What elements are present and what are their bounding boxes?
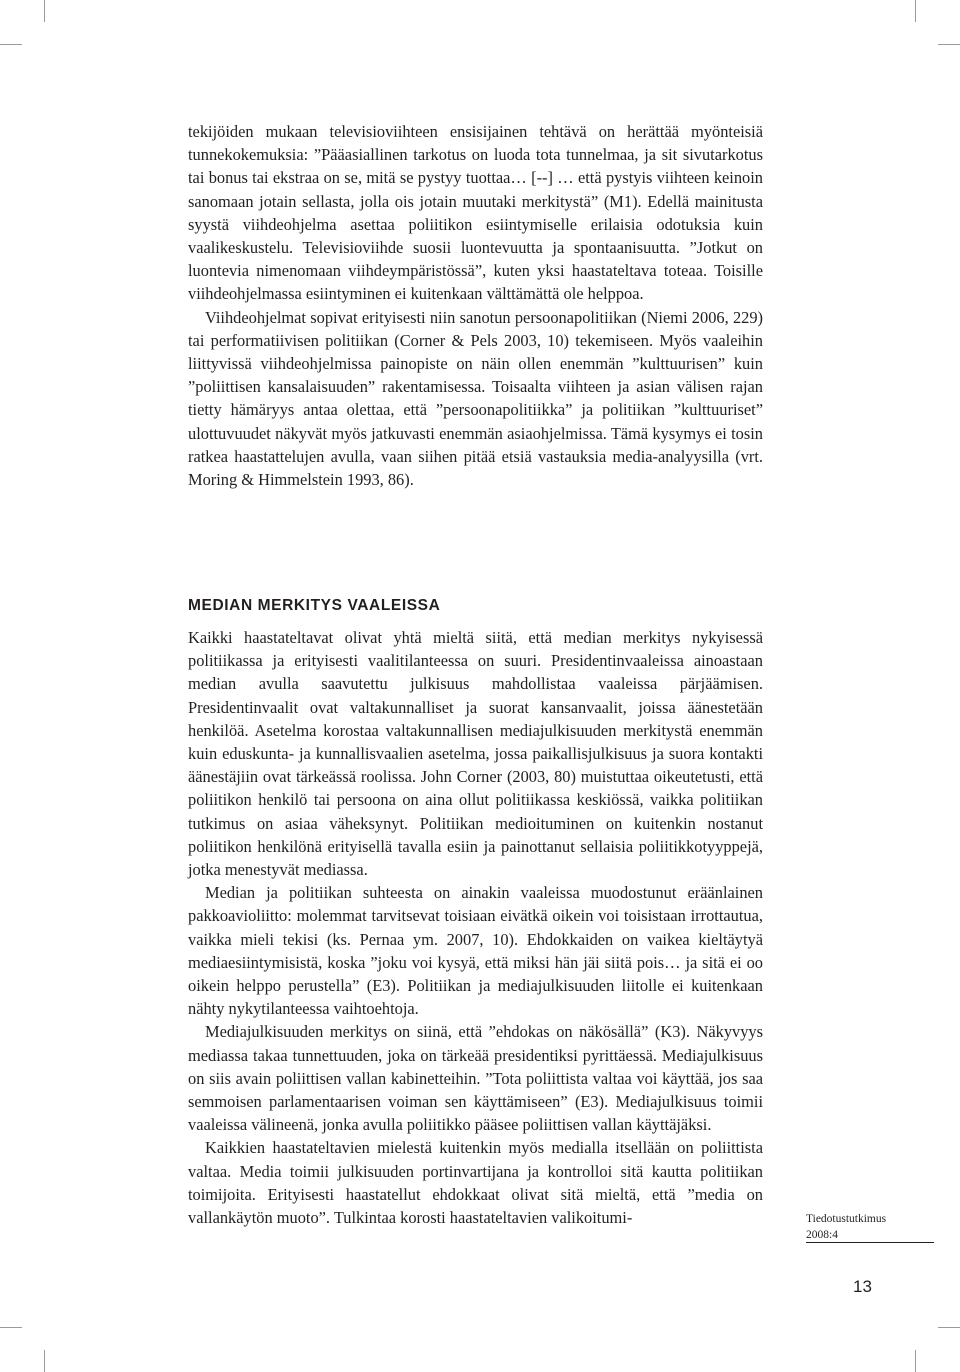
journal-issue: 2008:4 <box>806 1229 838 1241</box>
journal-divider <box>806 1242 934 1243</box>
crop-mark-bottom-right-h <box>938 1327 960 1328</box>
crop-mark-top-right-h <box>938 44 960 45</box>
paragraph: Viihdeohjelmat sopivat erityisesti niin sanotun persoonapolitiikan (Niemi 2006, 229) tai performatiivisen politiikan (Corner & Pels 2003, 10) tekemiseen. Myös vaaleihin liittyvissä viihdeohjelmissa painopiste on näin ollen enemmän ”kulttuurisen” kuin ”poliittisen kansalaisuuden” rakentamisessa. Toisaalta viihteen ja asian välisen rajan tietty hämäryys antaa olettaa, että ”persoonapolitiikka” ja politiikan ”kulttuuriset” ulottuvuudet näkyvät myös jatkuvasti enemmän asiaohjelmissa. Tämä kysymys ei tosin ratkea haastattelujen avulla, vaan siihen pitää etsiä vastauksia media-analyysilla (vrt. Moring & Himmelstein 1993, 86). <box>188 307 763 490</box>
crop-mark-top-left-h <box>0 44 22 45</box>
page-number: 13 <box>853 1277 872 1296</box>
crop-mark-bottom-left-v <box>44 1350 45 1372</box>
crop-mark-bottom-right-v <box>915 1350 916 1372</box>
crop-mark-top-right-v <box>915 0 916 22</box>
body-text-section <box>188 626 763 1229</box>
journal-tag <box>806 1211 934 1243</box>
crop-mark-top-left-v <box>44 0 45 22</box>
paragraph: Kaikki haastateltavat olivat yhtä mieltä siitä, että median merkitys nykyisessä politiikassa ja erityisesti vaalitilanteessa on suuri. Presidentinvaaleissa ainoastaan median avulla saavutettu julkisuus mahdollistaa vaaleissa pärjäämisen. Presidentinvaalit ovat valtakunnalliset ja suorat kansanvaalit, joissa äänestetään henkilöä. Asetelma korostaa valtakunnallisen mediajulkisuuden merkitystä enemmän kuin eduskunta- ja kunnallisvaalien asetelma, jossa paikallisjulkisuus ja suora kontakti äänestäjiin ovat tärkeässä roolissa. John Corner (2003, 80) muistuttaa oikeutetusti, että poliitikon henkilö tai persoona on aina ollut politiikassa keskiössä, vaikka politiikan tutkimus on asiaa väheksynyt. Politiikan medioituminen on kuitenkin nostanut poliitikon henkilönä erityisellä tavalla esiin ja painottanut sellaisia poliitikkotyyppejä, jotka menestyvät mediassa. <box>188 628 763 880</box>
journal-name: Tiedotustutkimus <box>806 1213 887 1225</box>
paragraph: tekijöiden mukaan televisioviihteen ensisijainen tehtävä on herättää myönteisiä tunnekokemuksia: ”Pääasiallinen tarkotus on luoda tota tunnelmaa, ja sit sivutarkotus tai bonus tai ekstraa on se, mitä se pystyy tuottaa… [--] … että pystyis viihteen keinoin sanomaan jotain sellasta, jolla ois jotain muutaki merkitystä” (M1). Edellä mainitusta syystä viihdeohjelma asettaa poliitikon esiintymiselle erilaisia odotuksia kuin vaalikeskustelu. Televisioviihde suosii luontevuutta ja spontaanisuutta. ”Jotkut on luontevia nimenomaan viihdeympäristössä”, kuten yksi haastateltava toteaa. Toisille viihdeohjelmassa esiintyminen ei kuitenkaan välttämättä ole helppoa. <box>188 122 763 304</box>
crop-mark-bottom-left-h <box>0 1327 22 1328</box>
paragraph: Median ja politiikan suhteesta on ainakin vaaleissa muodostunut eräänlainen pakkoavioliitto: molemmat tarvitsevat toisiaan eivätkä oikein voi toisistaan irrottautua, vaikka mieli tekisi (ks. Pernaa ym. 2007, 10). Ehdokkaiden on vaikea kieltäytyä mediaesiintymisistä, koska ”joku voi kysyä, että miksi hän jäi siitä pois… ja sitä ei oo oikein helppo perustella” (E3). Politiikan ja mediajulkisuuden liitolle ei kuitenkaan nähty nykytilanteessa vaihtoehtoja. <box>188 883 763 1019</box>
paragraph: Mediajulkisuuden merkitys on siinä, että ”ehdokas on näkösällä” (K3). Näkyvyys mediassa takaa tunnettuuden, joka on tärkeää presidentiksi pyrittäessä. Mediajulkisuus on siis avain poliittisen vallan kabinetteihin. ”Tota poliittista valtaa voi käyttää, jos saa semmoisen parlamentaarisen voiman sen käyttämiseen” (E3). Mediajulkisuus toimii vaaleissa välineenä, jonka avulla poliitikko pääsee poliittisen vallan käyttäjäksi. <box>188 1022 763 1135</box>
paragraph: Kaikkien haastateltavien mielestä kuitenkin myös medialla itsellään on poliittista valtaa. Media toimii julkisuuden portinvartijana ja kontrolloi sitä kautta politiikan toimijoita. Erityisesti haastatellut ehdokkaat olivat sitä mieltä, että ”media on vallankäytön muoto”. Tulkintaa korosti haastateltavien valikoitumi- <box>188 1138 763 1228</box>
section-heading: MEDIAN MERKITYS VAALEISSA <box>188 596 441 614</box>
body-text-top <box>188 120 763 491</box>
